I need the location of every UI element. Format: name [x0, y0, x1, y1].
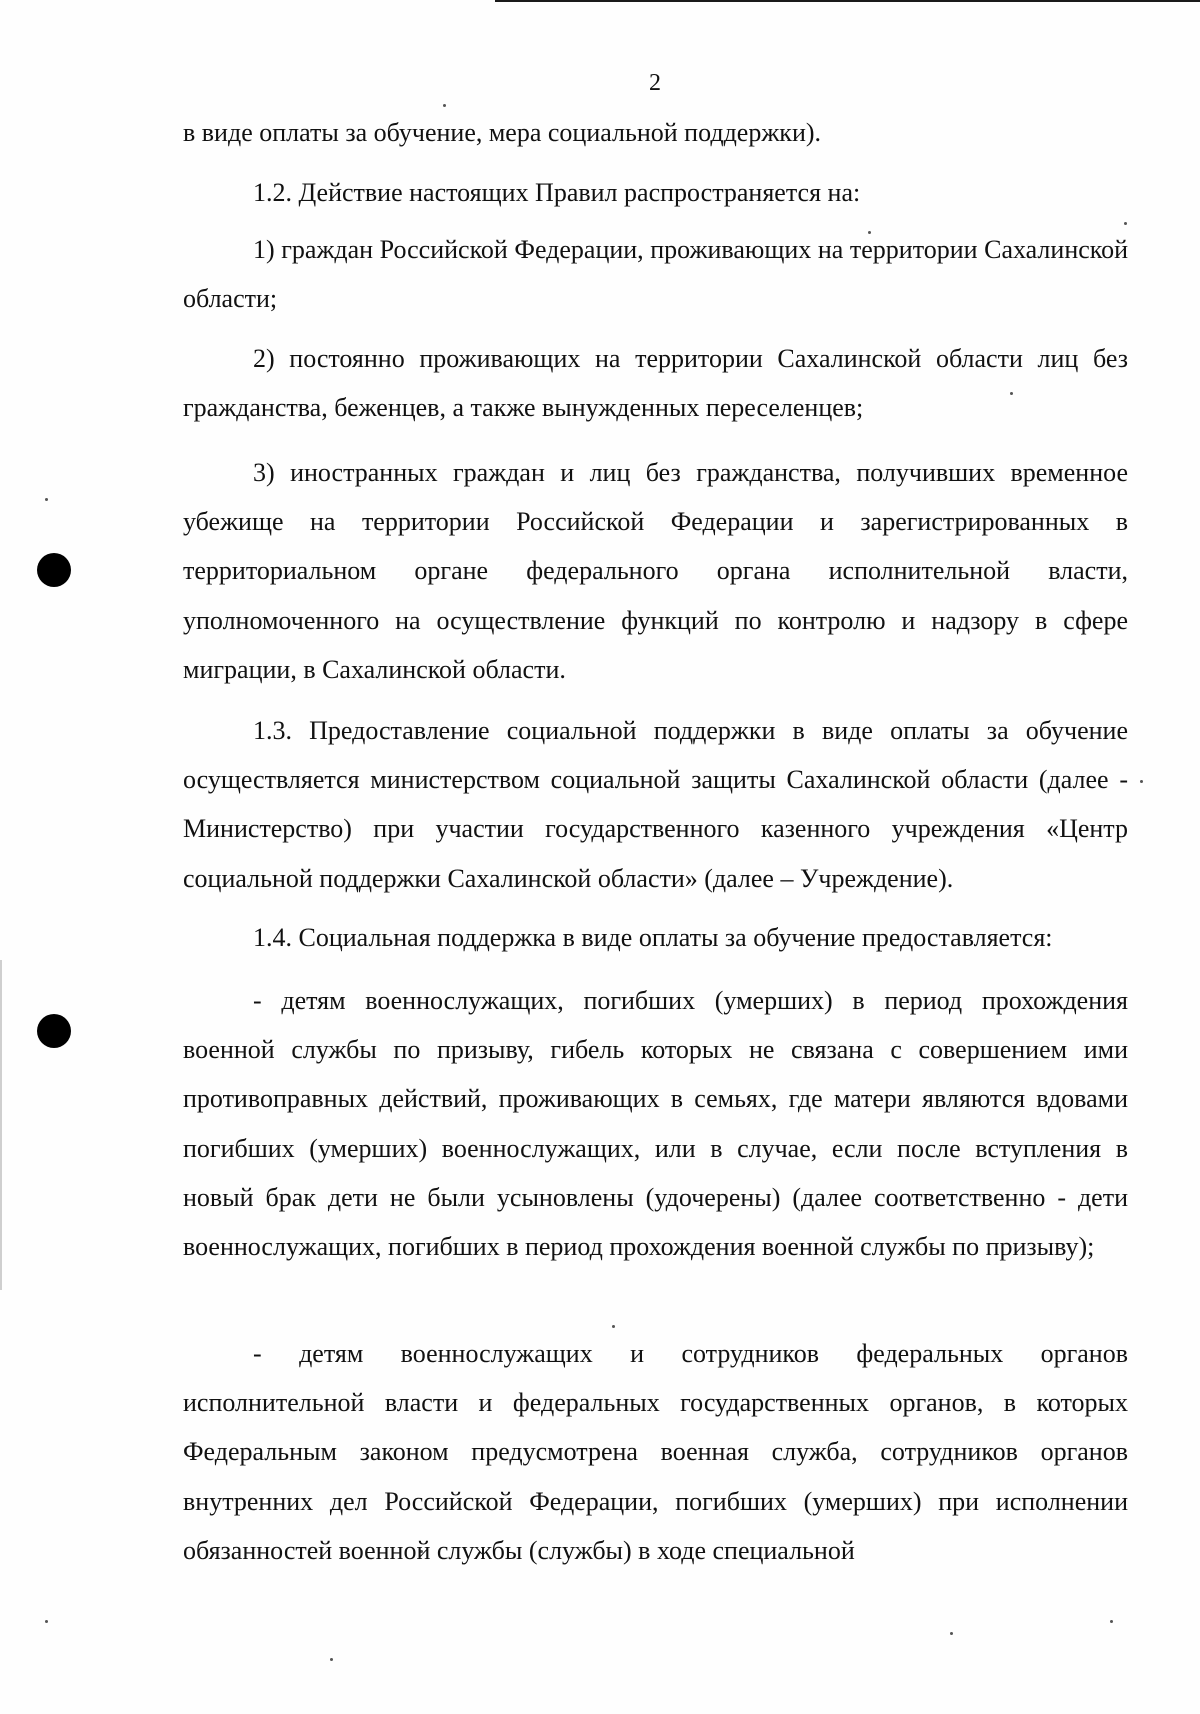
paragraph-1-4 — [183, 913, 1128, 962]
punch-hole-icon — [37, 1014, 71, 1048]
page-number: 2 — [649, 70, 661, 96]
paragraph-text: - детям военнослужащих, погибших (умерших) в период прохождения военной службы по призыву, гибель которых не связана с совершением ими противоправных действий, проживающих в семьях, где матери являются вдовами погибших (умерших) военнослужащих, или в случае, если после вступления в новый брак дети не были усыновлены (удочерены) (далее соответственно - дети военнослужащих, погибших в период прохождения военной службы по призыву); — [183, 986, 1128, 1262]
paragraph-text: 1.2. Действие настоящих Правил распространяется на: — [253, 178, 861, 207]
scan-speck — [612, 1325, 615, 1328]
paragraph-text: 1) граждан Российской Федерации, проживающих на территории Сахалинской области; — [183, 235, 1128, 314]
paragraph-text: - детям военнослужащих и сотрудников федеральных органов исполнительной власти и федеральных государственных органов, в которых Федеральным законом предусмотрена военная служба, сотрудников органов внутренних дел Российской Федерации, погибших (умерших) при исполнении обязанностей военной службы (службы) в ходе специальной — [183, 1339, 1128, 1565]
scan-left-margin-shadow — [0, 960, 2, 1290]
list-item-3 — [183, 448, 1128, 694]
paragraph-continuation — [183, 108, 1128, 157]
scan-speck — [443, 104, 446, 107]
paragraph-1-2 — [183, 168, 1128, 217]
scan-speck — [1110, 1620, 1113, 1623]
punch-hole-icon — [37, 553, 71, 587]
dash-item-2 — [183, 1329, 1128, 1575]
scan-speck — [45, 498, 48, 501]
list-item-1 — [183, 225, 1128, 323]
dash-item-1 — [183, 976, 1128, 1271]
scan-speck — [45, 1620, 48, 1623]
paragraph-text: в виде оплаты за обучение, мера социальной поддержки). — [183, 118, 822, 147]
paragraph-text: 1.3. Предоставление социальной поддержки в виде оплаты за обучение осуществляется министерством социальной защиты Сахалинской области (далее - Министерство) при участии государственного казенного учреждения «Центр социальной поддержки Сахалинской области» (далее – Учреждение). — [183, 716, 1128, 893]
paragraph-1-3 — [183, 706, 1128, 903]
paragraph-text: 2) постоянно проживающих на территории Сахалинской области лиц без гражданства, беженцев, а также вынужденных переселенцев; — [183, 344, 1128, 423]
paragraph-text: 3) иностранных граждан и лиц без гражданства, получивших временное убежище на территории Российской Федерации и зарегистрированных в территориальном органе федерального органа исполнительной власти, уполномоченного на осуществление функций по контролю и надзору в сфере миграции, в Сахалинской области. — [183, 458, 1128, 684]
paragraph-text: 1.4. Социальная поддержка в виде оплаты за обучение предоставляется: — [253, 923, 1053, 952]
scan-speck — [330, 1658, 333, 1661]
scan-speck — [950, 1632, 953, 1635]
scan-speck — [1140, 780, 1143, 783]
list-item-2 — [183, 334, 1128, 432]
scan-top-edge — [495, 0, 1200, 2]
